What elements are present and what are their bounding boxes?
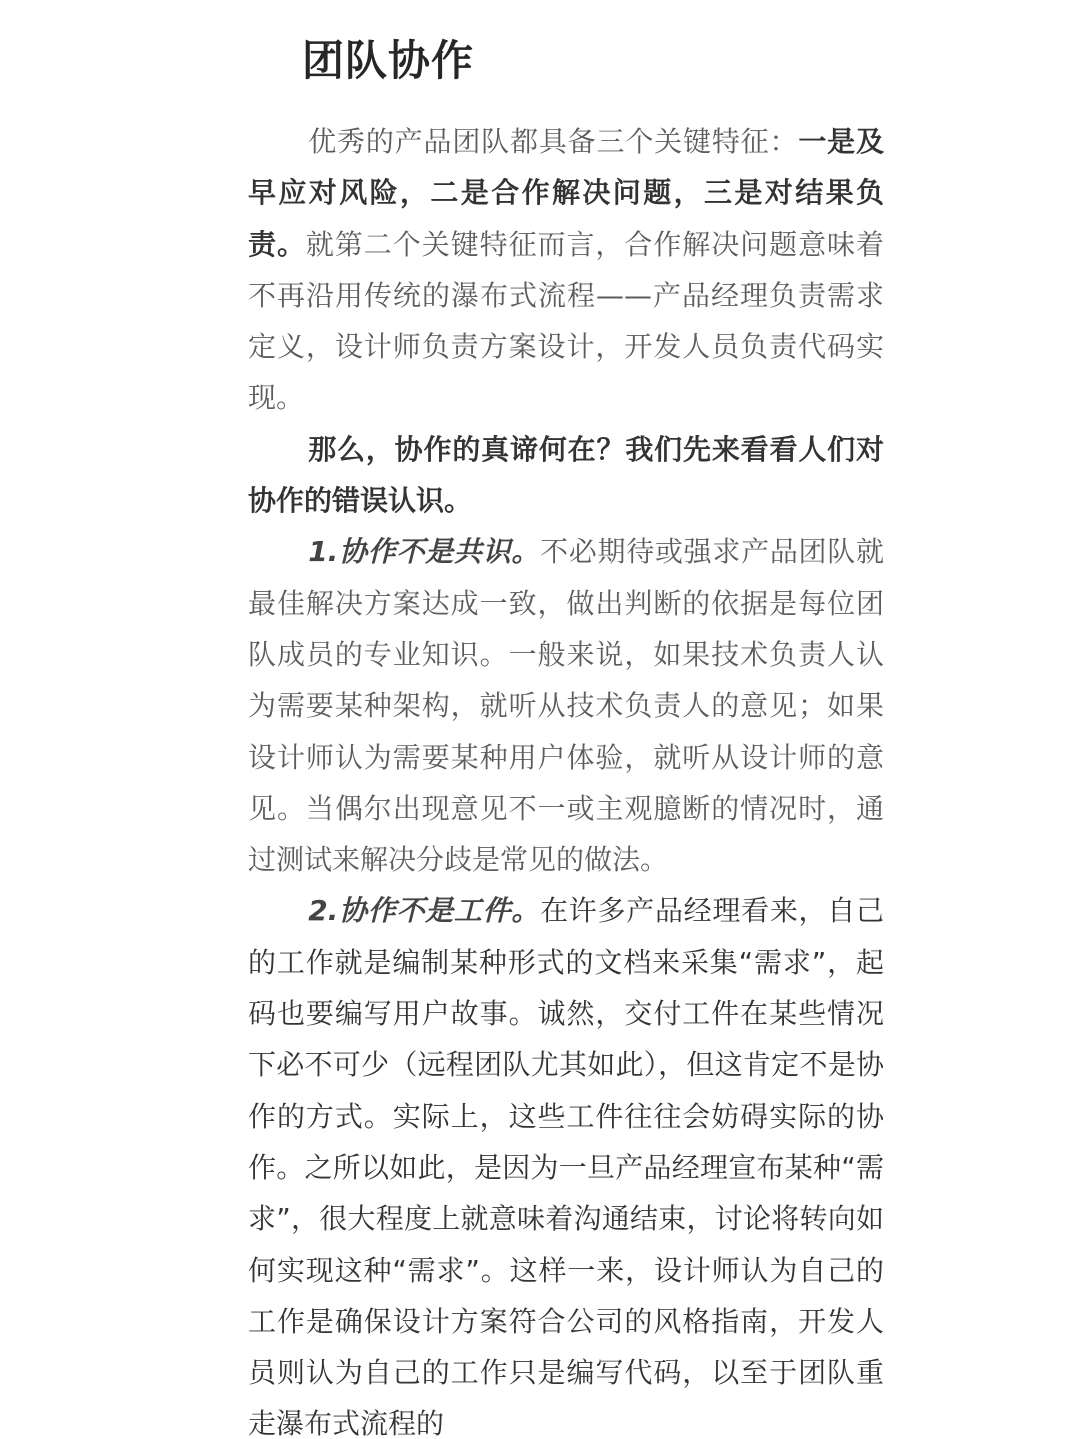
bold-key-features: 一是及早应对风险，二是合作解决问题，三是对结果负责。: [248, 125, 884, 261]
paragraph-key-features: [248, 116, 884, 424]
bold-question: 那么，协作的真谛何在？我们先来看看人们对协作的错误认识。: [248, 432, 884, 518]
article-body: [248, 116, 884, 1439]
paragraph-text: 就第二个关键特征而言，合作解决问题意味着不再沿用传统的瀑布式流程——产品经理负责需求定义，设计师负责方案设计，开发人员负责代码实现。: [248, 227, 884, 415]
paragraph-question: [248, 424, 884, 527]
point-heading-1: 1.协作不是共识。: [308, 535, 541, 569]
paragraph-text: 不必期待或强求产品团队就最佳解决方案达成一致，做出判断的依据是每位团队成员的专业知识。一般来说，如果技术负责人认为需要某种架构，就听从技术负责人的意见；如果设计师认为需要某种用户体验，就听从设计师的意见。当偶尔出现意见不一或主观臆断的情况时，通过测试来解决分歧是常见的做法。: [248, 535, 884, 877]
paragraph-text: 优秀的产品团队都具备三个关键特征：: [308, 125, 799, 158]
paragraph-not-artifacts: [248, 885, 884, 1439]
paragraph-text: 在许多产品经理看来，自己的工作就是编制某种形式的文档来采集“需求”，起码也要编写用户故事。诚然，交付工件在某些情况下必不可少（远程团队尤其如此），但这肯定不是协作的方式。实际上，这些工件往往会妨碍实际的协作。之所以如此，是因为一旦产品经理宣布某种“需求”，很大程度上就意味着沟通结束，讨论将转向如何实现这种“需求”。这样一来，设计师认为自己的工作是确保设计方案符合公司的风格指南，开发人员则认为自己的工作只是编写代码，以至于团队重走瀑布式流程的: [248, 894, 884, 1439]
paragraph-not-consensus: [248, 526, 884, 885]
point-heading-2: 2.协作不是工件。: [308, 894, 541, 928]
article-title: 团队协作: [302, 36, 475, 85]
